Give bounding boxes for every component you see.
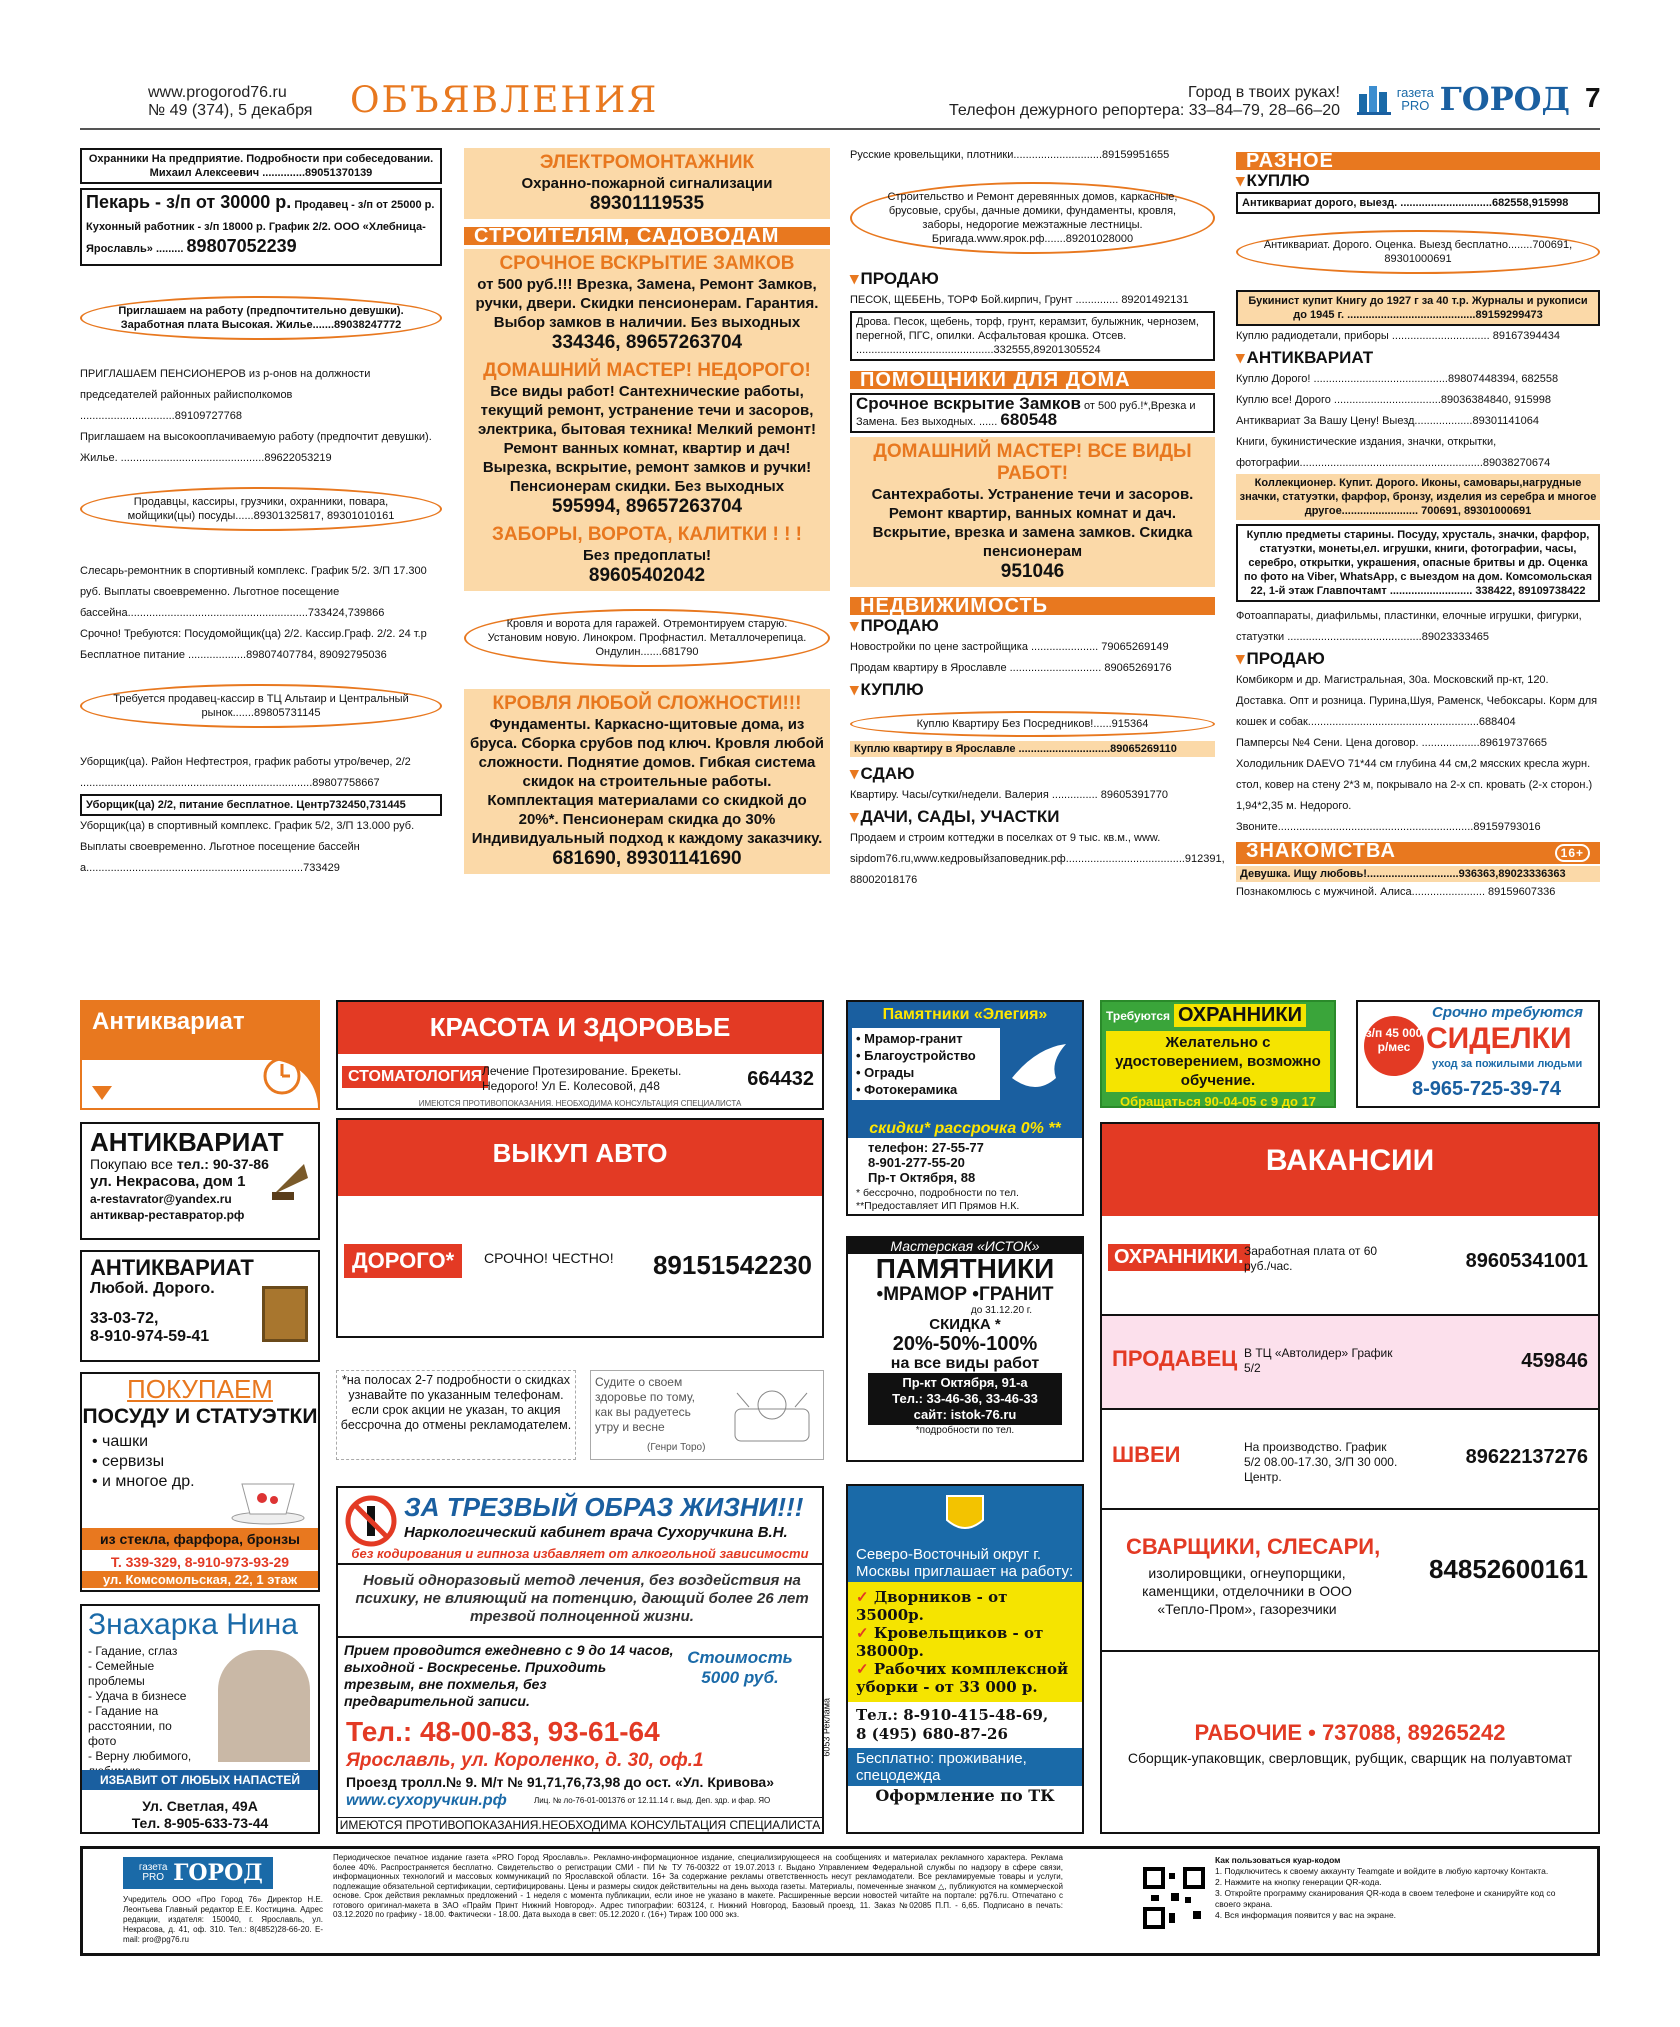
ad-phone: 334346, 89657263704	[551, 332, 743, 353]
ad-text: Требуются	[1106, 1008, 1170, 1023]
ad-body: от 500 руб.!*,Врезка и Замена. Без выходных. ......	[856, 400, 1196, 428]
ad-phone: 664432	[747, 1068, 814, 1090]
monuments-istok-ad	[846, 1236, 1084, 1462]
ad-heading: Мастерская «ИСТОК»	[848, 1238, 1082, 1254]
qr-step: 2. Нажмите на кнопку генерации QR-кода.	[1215, 1877, 1382, 1887]
qr-step: 3. Откройте программу сканирования QR-кода в своем телефоне и сканируйте код со своего экрана.	[1215, 1888, 1556, 1909]
ad-discount: скидки* рассрочка 0% **	[848, 1120, 1082, 1138]
logo-big: ГОРОД	[1439, 80, 1570, 118]
ad-phone: телефон: 27-55-77	[868, 1140, 984, 1155]
slogan: Город в твоих руках!	[1187, 84, 1340, 101]
ad-note: *подробности по тел.	[915, 1425, 1015, 1436]
teacup-icon	[228, 1470, 308, 1525]
classified-ad: Букинист купит Книгу до 1927 г за 40 т.р. Журналы и рукописи до 1945 г. ..........................................89159299473	[1236, 290, 1600, 326]
classified-ad: Продаем и строим коттеджи в поселках от 9 тыс. кв.м., www. sipdom76.ru,www.кедровыйзаповедник.рф.......................................912391, 88002018176	[850, 832, 1225, 886]
vacancy-text: На производство. График 5/2 08.00-17.30, З/П 30 000. Центр.	[1244, 1440, 1398, 1484]
subsection-header: ▾ КУПЛЮ	[1236, 170, 1600, 192]
vacancy-row	[1102, 1510, 1598, 1652]
vacancy-title: РАБОЧИЕ • 737088, 89265242	[1194, 1720, 1506, 1745]
header-info	[148, 84, 312, 120]
ad-discount-value: 20%-50%-100%	[892, 1333, 1038, 1355]
vacancy-row	[1102, 1216, 1598, 1316]
ad-heading: СИДЕЛКИ	[1426, 1022, 1572, 1055]
site-url[interactable]: www.progorod76.ru	[148, 84, 287, 101]
ad-address: Пр-кт Октября, 91-а	[902, 1375, 1028, 1390]
caregivers-ad	[1356, 1000, 1600, 1108]
classified-ad: Продавцы, кассиры, грузчики, охранники, повара, мойщики(цы) посуды......89301325817, 89301010161	[80, 487, 442, 531]
classified-ad: Слесарь-ремонтник в спортивный комплекс. График 5/2. 3/П 17.300 руб. Выплаты своевременно. Льготное посещение бассейна...........................................................733424,739866	[80, 565, 427, 619]
footer	[80, 1846, 1600, 1956]
gramophone-icon	[268, 1160, 310, 1202]
ad-phone: Обращаться 90-04-05 с 9 до 17	[1119, 1094, 1317, 1109]
ad-subtitle: •МРАМОР •ГРАНИТ	[876, 1284, 1054, 1305]
ad-block	[464, 689, 830, 874]
ad-phone: Тел.: 48-00-83, 93-61-64	[346, 1716, 660, 1747]
subsection-header: ▾ ПРОДАЮ	[850, 615, 1215, 637]
vacancy-text: Сборщик-упаковщик, сверловщик, рубщик, сварщик на полуавтомат	[1127, 1750, 1573, 1766]
classified-ad: Куплю Квартиру Без Посредников!......915364	[850, 711, 1215, 737]
list-item: ✓ Рабочих комплексной уборки - от 33 000 р.	[856, 1660, 1069, 1696]
classified-ad: Куплю предметы старины. Посуду, хрусталь, значки, фарфор, статуэтки, монеты,ел. игрушки, книги, фотографии, часы, серебро, открытки, украшения, опасные бритвы и др. Оценка по фото на Viber, WhatsApp, с выездом на дом. Комсомольская 22, 1-й этаж Главпочтамт ........................... 338422, 89109738422	[1236, 524, 1600, 602]
sobriety-clinic-ad	[336, 1486, 832, 1834]
ad-heading: КРОВЛЯ ЛЮБОЙ СЛОЖНОСТИ!!!	[492, 693, 802, 714]
ad-title: ПАМЯТНИКИ	[875, 1253, 1055, 1284]
classified-ad: Уборщик(ца). Район Нефтестроя, график работы утро/вечер, 2/2 ............................................................................89807758667	[80, 756, 411, 789]
column-1	[80, 148, 442, 879]
ad-title: ПОСУДУ И СТАТУЭТКИ	[82, 1405, 318, 1428]
beauty-health-ad	[336, 1000, 824, 1110]
ad-phone: 8-965-725-39-74	[1412, 1078, 1561, 1100]
vacancy-text: изолировщики, огнеупорщики, каменщики, отделочники в ООО «Тепло-Пром», газорезчики	[1142, 1565, 1352, 1617]
ad-text: Желательно с удостоверением, возможно обучение.	[1106, 1031, 1330, 1092]
ad-text: СРОЧНО! ЧЕСТНО!	[484, 1250, 614, 1266]
city-logo-icon	[1355, 80, 1395, 118]
list-item: - Гадание, сглаз	[88, 1644, 178, 1658]
ad-banner: ИЗБАВИТ ОТ ЛЮБЫХ НАПАСТЕЙ	[82, 1770, 318, 1790]
column-2	[464, 148, 830, 874]
list-item: • Фотокерамика	[856, 1082, 958, 1097]
ad-text: Сантехработы. Устранение течи и засоров. Ремонт квартир, ванных комнат и дач. Вскрытие, врезка и замена замков. Скидка пенсионерам	[871, 486, 1194, 560]
ad-subheading: Наркологический кабинет врача Сухоручкина В.Н.	[404, 1524, 788, 1541]
age-badge: 16+	[1555, 844, 1590, 862]
classified-ad: ПРИГЛАШАЕМ ПЕНСИОНЕРОВ из р-онов на должности председателей районных райисполкомов ...............................89109727768	[80, 368, 371, 422]
section-title: ОБЪЯВЛЕНИЯ	[350, 80, 659, 121]
ad-address: Ул. Светлая, 49А	[142, 1798, 258, 1814]
vacancies-ad	[1100, 1122, 1600, 1834]
vacancy-phone: 89622137276	[1465, 1446, 1588, 1468]
section-header: ПОМОЩНИКИ ДЛЯ ДОМА	[850, 371, 1215, 389]
qr-step: 4. Вся информация появится у вас на экране.	[1215, 1910, 1397, 1920]
newspaper-logo	[1355, 78, 1570, 120]
quote-author: (Генри Торо)	[647, 1442, 706, 1453]
subsection-header: ▾ ДАЧИ, САДЫ, УЧАСТКИ	[850, 806, 1215, 828]
ad-date: до 31.12.20 г.	[970, 1305, 1032, 1316]
ad-subheading: без кодирования и гипноза избавляет от алкогольной зависимости	[338, 1546, 822, 1565]
ad-panel	[848, 1002, 1082, 1120]
ad-note: **Предоставляет ИП Прямов Н.К.	[856, 1200, 1020, 1212]
vacancy-row	[1102, 1316, 1598, 1410]
page-number: 7	[1585, 82, 1601, 113]
ad-directions: Проезд тролл.№ 9. М/т № 91,71,76,73,98 до ост. «Ул. Кривова»	[346, 1774, 774, 1790]
ad-address: Ярославль, ул. Короленко, д. 30, оф.1	[346, 1750, 704, 1771]
list-item: • чашки	[92, 1433, 149, 1450]
classified-ad: Новостройки по цене застройщика ...................... 79065269149	[850, 641, 1169, 653]
ad-body: Продавец - з/п от 25000 р. Кухонный работник - з/п 18000 р. График 2/2. ООО «Хлебница-Ярославль» .........	[86, 199, 435, 255]
ad-phone: 89807052239	[186, 236, 297, 256]
classified-ad: Антиквариат. Дорого. Оценка. Выезд бесплатно........700691, 89301000691	[1236, 230, 1600, 274]
column-4	[1236, 152, 1600, 903]
ad-phone: 951046	[1000, 561, 1065, 582]
ad-banner: из стекла, фарфора, бронзы	[82, 1528, 318, 1550]
promo-note: *на полосах 2-7 подробности о скидках узнавайте по указанным телефонам. если срок акции не указан, то акция бессрочна до отмены рекламодателем.	[336, 1370, 576, 1460]
ad-text: Новый одноразовый метод лечения, без воздействия на психику, не влияющий на потенцию, дающий более 26 лет трезвой полноценной жизни.	[355, 1572, 809, 1625]
sleeping-child-icon	[727, 1379, 817, 1449]
ad-heading: ЭЛЕКТРОМОНТАЖНИК	[539, 152, 755, 173]
classified-ad: Строительство и Ремонт деревянных домов, каркасные, брусовые, срубы, дачные домики, фундаменты, кровля, заборы, недорогие межэтажные лестницы. Бригада.www.ярок.рф.......89201028000	[850, 182, 1215, 254]
classified-ad: Срочно! Требуются: Посудомойщик(ца) 2/2. Кассир.Граф. 2/2. 24 т.р Бесплатное питание ...................89807407784, 89092795036	[80, 628, 427, 661]
section-header: СТРОИТЕЛЯМ, САДОВОДАМ	[464, 227, 830, 245]
ad-address: ул. Комсомольская, 22, 1 этаж	[82, 1571, 318, 1588]
qr-step: 1. Подключитесь к своему аккаунту Teamgate и войдите в любую карточку Контакта.	[1215, 1866, 1549, 1876]
ad-title: Пекарь - з/п от 30000 р.	[86, 192, 292, 212]
ad-heading: ПОКУПАЕМ	[127, 1374, 273, 1404]
ad-heading: АНТИКВАРИАТ	[90, 1255, 254, 1280]
vacancy-phone: 84852600161	[1428, 1554, 1588, 1584]
vacancy-title: ПРОДАВЕЦ	[1112, 1346, 1238, 1371]
ad-title: Срочное вскрытие Замков	[856, 394, 1081, 413]
vacancy-title: ОХРАННИКИ.	[1108, 1244, 1250, 1271]
ad-heading: ДОМАШНИЙ МАСТЕР! НЕДОРОГО!	[483, 360, 811, 381]
footer-imprint: Учредитель ООО «Про Город 76» Директор Н.Е. Леонтьева Главный редактор Е.Е. Костицина. Адрес редакции, издателя: 150040, г. Ярославль, ул. Некрасова, д. 41, оф. 310. Тел.: 8(4852)28-66-20. E-mail: pro@pg76.ru	[123, 1895, 323, 1944]
subsection-header: ▾ КУПЛЮ	[850, 679, 1215, 701]
ad-phone: 33-03-72,	[90, 1310, 159, 1327]
buying-ad	[80, 1372, 320, 1592]
footer-logo: газета PRO ГОРОД	[123, 1857, 273, 1889]
subsection-header: ▾ ПРОДАЮ	[1236, 648, 1600, 670]
ad-crest-panel	[848, 1486, 1082, 1544]
ad-phone: 89301119535	[589, 193, 705, 214]
section-header	[1236, 842, 1600, 864]
vacancy-text: Заработная плата от 60 руб./час.	[1244, 1244, 1378, 1273]
ad-heading: Памятники «Элегия»	[882, 1006, 1048, 1023]
classified-ad: Приглашаем на высокооплачиваемую работу (предпочтит девушки). Жилье. ...............................................89622053219	[80, 431, 432, 464]
reporter-phone: Телефон дежурного репортера: 33–84–79, 28–66–20	[949, 102, 1340, 119]
no-alcohol-icon	[344, 1494, 398, 1548]
ad-heading: Знахарка Нина	[88, 1608, 298, 1641]
ad-phone: 681690, 89301141690	[552, 848, 742, 869]
logo-small: газета PRO	[1396, 85, 1434, 113]
list-item: - Гадание на расстоянии, по фото	[88, 1704, 172, 1748]
icon-image	[262, 1286, 308, 1342]
arrow-down-icon	[92, 1086, 112, 1100]
ad-phone: 89605402042	[588, 565, 706, 586]
classified-ad	[850, 393, 1215, 433]
ad-text: от 500 руб.!!! Врезка, Замена, Ремонт Замков, ручки, двери. Скидки пенсионерам. Гарантия. Выбор замков в наличии. Без выходных	[475, 276, 819, 331]
section-title: ЗНАКОМСТВА	[1246, 840, 1396, 862]
ad-phone: 8-901-277-55-20	[868, 1155, 965, 1170]
issue-number: № 49 (374), 5 декабря	[148, 102, 313, 119]
classified-ad: Холодильник DAEVO 71*44 см глубина 44 см,2 мясских кресла журн. стол, ковер на стену 2*3 м, покрывало на 2-х сп. кровать (2-х сторон.) 1,94*2,35 м. Недорого. Звоните................................................................89159793016	[1236, 758, 1593, 833]
classified-ad	[80, 188, 442, 266]
moscow-jobs-ad	[846, 1484, 1084, 1834]
ad-website[interactable]: сайт: istok-76.ru	[913, 1407, 1017, 1422]
ad-phone: Тел. 8-905-633-73-44	[131, 1815, 269, 1831]
ad-block	[464, 249, 830, 591]
list-item: - Семейные проблемы	[88, 1659, 155, 1688]
ad-heading: ДОМАШНИЙ МАСТЕР! ВСЕ ВИДЫ РАБОТ!	[873, 441, 1192, 484]
portrait-photo	[218, 1650, 310, 1762]
monuments-elegia-ad	[846, 1000, 1084, 1216]
classified-ad: ПЕСОК, ЩЕБЕНЬ, ТОРФ Бой.кирпич, Грунт .............. 89201492131	[850, 294, 1189, 306]
classified-ad: Куплю Дорого! ............................................89807448394, 682558	[1236, 373, 1559, 385]
classified-ad: Продам квартиру в Ярославле .............................. 89065269176	[850, 662, 1172, 674]
list-item: • Благоустройство	[856, 1048, 976, 1063]
ad-phone: 8-910-974-59-41	[90, 1328, 210, 1345]
classified-ad: Коллекционер. Купит. Дорого. Иконы, самовары,нагрудные значки, статуэтки, фарфор, бронзу, изделия из серебра и многое другое......................... 700691, 89301000691	[1236, 474, 1600, 520]
classified-ad: Охранники На предприятие. Подробности при собеседовании. Михаил Алексеевич ..............89051370139	[80, 148, 442, 184]
quote-text: Судите о своем здоровье по тому, как вы радуетесь утру и весне	[595, 1375, 695, 1434]
list-item: - Верну любимого,	[88, 1749, 192, 1763]
ad-text: Без предоплаты!	[582, 547, 712, 564]
antique-ad	[80, 1122, 320, 1240]
qr-heading: Как пользоваться куар-кодом	[1215, 1855, 1341, 1865]
section-header: РАЗНОЕ	[1236, 152, 1600, 170]
header-divider	[80, 128, 1600, 130]
ad-phone: 680548	[1000, 410, 1058, 429]
classified-ad: Девушка. Ищу любовь!..............................936363,89023336363	[1236, 866, 1600, 882]
classified-ad: Дрова. Песок, щебень, торф, грунт, керамзит, булыжник, чернозем, перегной, ПГС, опилки. Асфальтовая крошка. Отсев. .............................................332555,89201305524	[850, 311, 1215, 361]
ad-discount: СКИДКА *	[929, 1316, 1001, 1333]
ad-text: Прием проводится ежедневно с 9 до 14 часов, выходной - Воскресенье. Приходить трезвым, вне похмелья, без предварительной записи.	[344, 1642, 674, 1709]
classified-ad: Антиквариат дорого, выезд. ..............................682558,915998	[1236, 192, 1600, 214]
car-buyout-ad	[336, 1118, 824, 1338]
ad-address: ул. Некрасова, дом 1	[90, 1173, 246, 1190]
list-item: ✓ Кровельщиков - от 38000р.	[856, 1624, 1044, 1660]
vacancy-phone: 89605341001	[1465, 1250, 1588, 1272]
classified-ad: Приглашаем на работу (предпочтительно девушки). Заработная плата Высокая. Жилье.......89038247772	[80, 296, 442, 340]
ad-subheading: уход за пожилыми людьми	[1432, 1058, 1583, 1070]
quote-box	[590, 1370, 824, 1460]
ad-footer: Оформление по ТК	[875, 1786, 1055, 1805]
ad-heading: ВЫКУП АВТО	[338, 1120, 822, 1196]
classified-ad: Уборщик(ца) 2/2, питание бесплатное. Центр732450,731445	[80, 794, 442, 816]
vacancy-phone: 459846	[1521, 1350, 1588, 1372]
classified-ad: Познакомлюсь с мужчиной. Алиса........................ 89159607336	[1236, 886, 1556, 898]
ad-heading: Северо-Восточный округ г. Москвы приглашает на работу:	[848, 1544, 1082, 1582]
fortune-teller-ad	[80, 1604, 320, 1834]
classified-ad: Требуется продавец-кассир в ТЦ Альтаир и Центральный рынок.......89805731145	[80, 684, 442, 728]
subsection-header: ▾ СДАЮ	[850, 763, 1215, 785]
ad-phone: 8 (495) 680-87-26	[856, 1725, 1008, 1743]
list-item: - Удача в бизнесе	[88, 1689, 187, 1703]
classified-ad: Кровля и ворота для гаражей. Отремонтируем старую. Установим новую. Линокром. Профнастил. Металлочерепица. Ондулин.......681790	[464, 609, 830, 667]
ad-heading: АНТИКВАРИАТ	[90, 1127, 284, 1157]
ad-phone: Тел.: 8-910-415-48-69,	[856, 1706, 1049, 1724]
ad-tag: ДОРОГО*	[344, 1244, 462, 1278]
ad-heading: ЗА ТРЕЗВЫЙ ОБРАЗ ЖИЗНИ!!!	[404, 1492, 804, 1522]
ad-phone: Т. 339-329, 8-910-973-93-29	[110, 1554, 290, 1570]
classified-ad: Фотоаппараты, диафильмы, пластинки, елочные игрушки, фигурки, статуэтки ............................................89023333465	[1236, 610, 1582, 643]
column-3	[850, 145, 1225, 891]
ad-website[interactable]: www.сухоручкин.рф	[346, 1792, 507, 1809]
ad-address: Пр-т Октября, 88	[868, 1170, 976, 1185]
ad-heading: Антиквариат	[92, 1008, 245, 1035]
classified-ad: Куплю радиодетали, приборы ................................ 89167394434	[1236, 330, 1561, 342]
ad-code: 6053 Реклама	[822, 1698, 832, 1757]
classified-ad: Уборщик(ца) в спортивный комплекс. График 5/2, 3/П 13.000 руб. Выплаты своевременно. Льготное посещение бассейн а.......................................................................733429	[80, 820, 415, 874]
classified-ad: Книги, букинистические издания, значки, открытки, фотографии............................................................89038270674	[1236, 436, 1551, 469]
classified-ad: Куплю квартиру в Ярославле ..............................89065269110	[850, 741, 1215, 757]
ad-text: Лечение Протезирование. Брекеты. Недорого! Ул Е. Колесовой, д48	[482, 1064, 682, 1093]
ad-phone: тел.: 90-37-86	[176, 1156, 269, 1172]
antique-ad	[80, 1250, 320, 1362]
ad-tag: СТОМАТОЛОГИЯ	[342, 1066, 488, 1088]
list-item: • сервизы	[92, 1453, 165, 1470]
ad-block	[850, 437, 1215, 587]
vacancy-row	[1102, 1410, 1598, 1510]
classified-ad: Комбикорм и др. Магистральная, 30а. Московский пр-кт, 120. Доставка. Опт и розница. Пурина,Шуя, Раменск, Чебоксары. Корм для кошек и собак........................................................688404	[1236, 674, 1598, 728]
classified-ad: Антиквариат За Вашу Цену! Выезд...................89301141064	[1236, 415, 1539, 427]
classified-ad: Памперсы №4 Сени. Цена договор. ...................89619737665	[1236, 737, 1547, 749]
ad-text: Охранно-пожарной сигнализации	[521, 175, 773, 192]
antique-ad	[80, 1000, 320, 1110]
ad-text: Срочно требуются	[1432, 1004, 1583, 1021]
clock-icon	[262, 1056, 302, 1096]
ad-text: Фундаменты. Каркасно-щитовые дома, из бруса. Сборка срубов под ключ. Кровля любой сложности. Поднятие домов. Гибкая система скидок на строительные работы. Комплектация материалами со скидкой до 20%*. Пенсионерам скидка до 30% Индивидуальный подход к каждому заказчику.	[469, 716, 825, 847]
list-item: • Мрамор-гранит	[856, 1031, 963, 1046]
ad-phone: Тел.: 33-46-36, 33-46-33	[892, 1391, 1038, 1406]
ad-benefits: Бесплатно: проживание, спецодежда	[848, 1748, 1082, 1786]
ad-license: Лиц. № ло-76-01-001376 от 12.11.14 г. выд. Деп. здр. и фар. ЯО	[534, 1796, 771, 1805]
ad-text: Все виды работ! Сантехнические работы, текущий ремонт, устранение течи и засоров, электрика, бытовая техника! Мелкий ремонт! Ремонт ванных комнат, квартир и дач! Вырезка, вскрытие, ремонт замков и ручки! Пенсионерам скидки. Без выходных	[477, 383, 817, 495]
classified-ad: Куплю все! Дорого ...................................89036384840, 915998	[1236, 394, 1551, 406]
vacancy-title: ШВЕИ	[1112, 1442, 1181, 1467]
ad-phone: 595994, 89657263704	[551, 496, 743, 517]
ad-block	[464, 148, 830, 219]
ad-heading: СРОЧНОЕ ВСКРЫТИЕ ЗАМКОВ	[499, 253, 795, 274]
vacancy-title: СВАРЩИКИ, СЛЕСАРИ,	[1126, 1534, 1381, 1559]
ad-text: на все виды работ	[890, 1355, 1040, 1372]
guards-ad	[1100, 1000, 1336, 1108]
ad-note: * бессрочно, подробности по тел.	[856, 1187, 1019, 1199]
ad-heading: КРАСОТА И ЗДОРОВЬЕ	[338, 1002, 822, 1054]
salary-badge: з/п 45 000 р/мес	[1364, 1016, 1424, 1076]
list-item: • и многое др.	[92, 1473, 195, 1490]
vacancy-text: В ТЦ «Автолидер» График 5/2	[1244, 1346, 1393, 1375]
ad-heading: ОХРАННИКИ	[1174, 1004, 1306, 1027]
ad-disclaimer: ИМЕЮТСЯ ПРОТИВОПОКАЗАНИЯ.НЕОБХОДИМА КОНСУЛЬТАЦИЯ СПЕЦИАЛИСТА	[339, 1818, 821, 1832]
ad-phone: 89151542230	[652, 1250, 812, 1280]
subsection-header: ▾ ПРОДАЮ	[850, 268, 1215, 290]
ad-text: Покупаю все	[90, 1156, 173, 1172]
qr-code-icon[interactable]	[1143, 1867, 1205, 1929]
ad-disclaimer: ИМЕЮТСЯ ПРОТИВОПОКАЗАНИЯ. НЕОБХОДИМА КОНСУЛЬТАЦИЯ СПЕЦИАЛИСТА	[418, 1099, 742, 1108]
ad-email[interactable]: a-restavrator@yandex.ru	[90, 1192, 232, 1206]
subsection-header: ▾ АНТИКВАРИАТ	[1236, 347, 1600, 369]
ad-website[interactable]: антиквар-реставратор.рф	[90, 1208, 245, 1222]
classified-ad: Русские кровельщики, плотники.............................89159951655	[850, 149, 1170, 161]
dove-icon	[1006, 1038, 1072, 1104]
header-contacts	[930, 84, 1340, 120]
list-item: • Ограды	[856, 1065, 915, 1080]
ad-heading: ВАКАНСИИ	[1102, 1124, 1598, 1216]
footer-legal: Периодическое печатное издание газета «PRO Город Ярославль». Рекламно-информационное издание, специализирующееся на сообщениях и материалах рекламного характера. Реклама более 40%. Распространяется бесплатно. Свидетельство о регистрации СМИ - ПИ № ТУ 76-00322 от 19.07.2013 г. Выдано Управлением Федеральной службы по надзору в сфере связи, информационных технологий и массовых коммуникаций по Ярославской области. 16+ За содержание рекламы ответственность несут рекламодатели. Все рекламируемые товары и услуги, подлежащие обязательной сертификации, сертифицированы. Цены и размеры скидок действительны на день выхода газеты. Материалы, помеченные значком △, публикуются на коммерческой основе. Срок действия рекламных предложений - 1 неделя с момента публикации, если иное не указано в макете. Расширенные версии новостей читайте на портале: pg76.ru. Отпечатано с готового оригинал-макета в ЗАО «Прайм Принт Нижний Новгород». Адрес типографии: 603124, г. Нижний Новгород, Базовый проезд, 11. Заказ №02085 П.П. - 6,65. Подписано в печать: 03.12.2020 по графику - 18.00. Фактически - 18.00. Дата выхода в свет: 05.12.2020 г. (16+) Тираж 100 000 экз.	[333, 1853, 1063, 1919]
section-header: НЕДВИЖИМОСТЬ	[850, 597, 1215, 615]
classified-ad: Квартиру. Часы/сутки/недели. Валерия ............... 89605391770	[850, 789, 1169, 801]
ad-heading: ЗАБОРЫ, ВОРОТА, КАЛИТКИ ! ! !	[491, 524, 803, 545]
ad-text: Любой. Дорого.	[90, 1280, 215, 1297]
ad-price: Стоимость 5000 руб.	[687, 1648, 793, 1687]
list-item: ✓ Дворников - от 35000р.	[856, 1588, 1008, 1624]
coat-of-arms-icon	[943, 1492, 987, 1538]
